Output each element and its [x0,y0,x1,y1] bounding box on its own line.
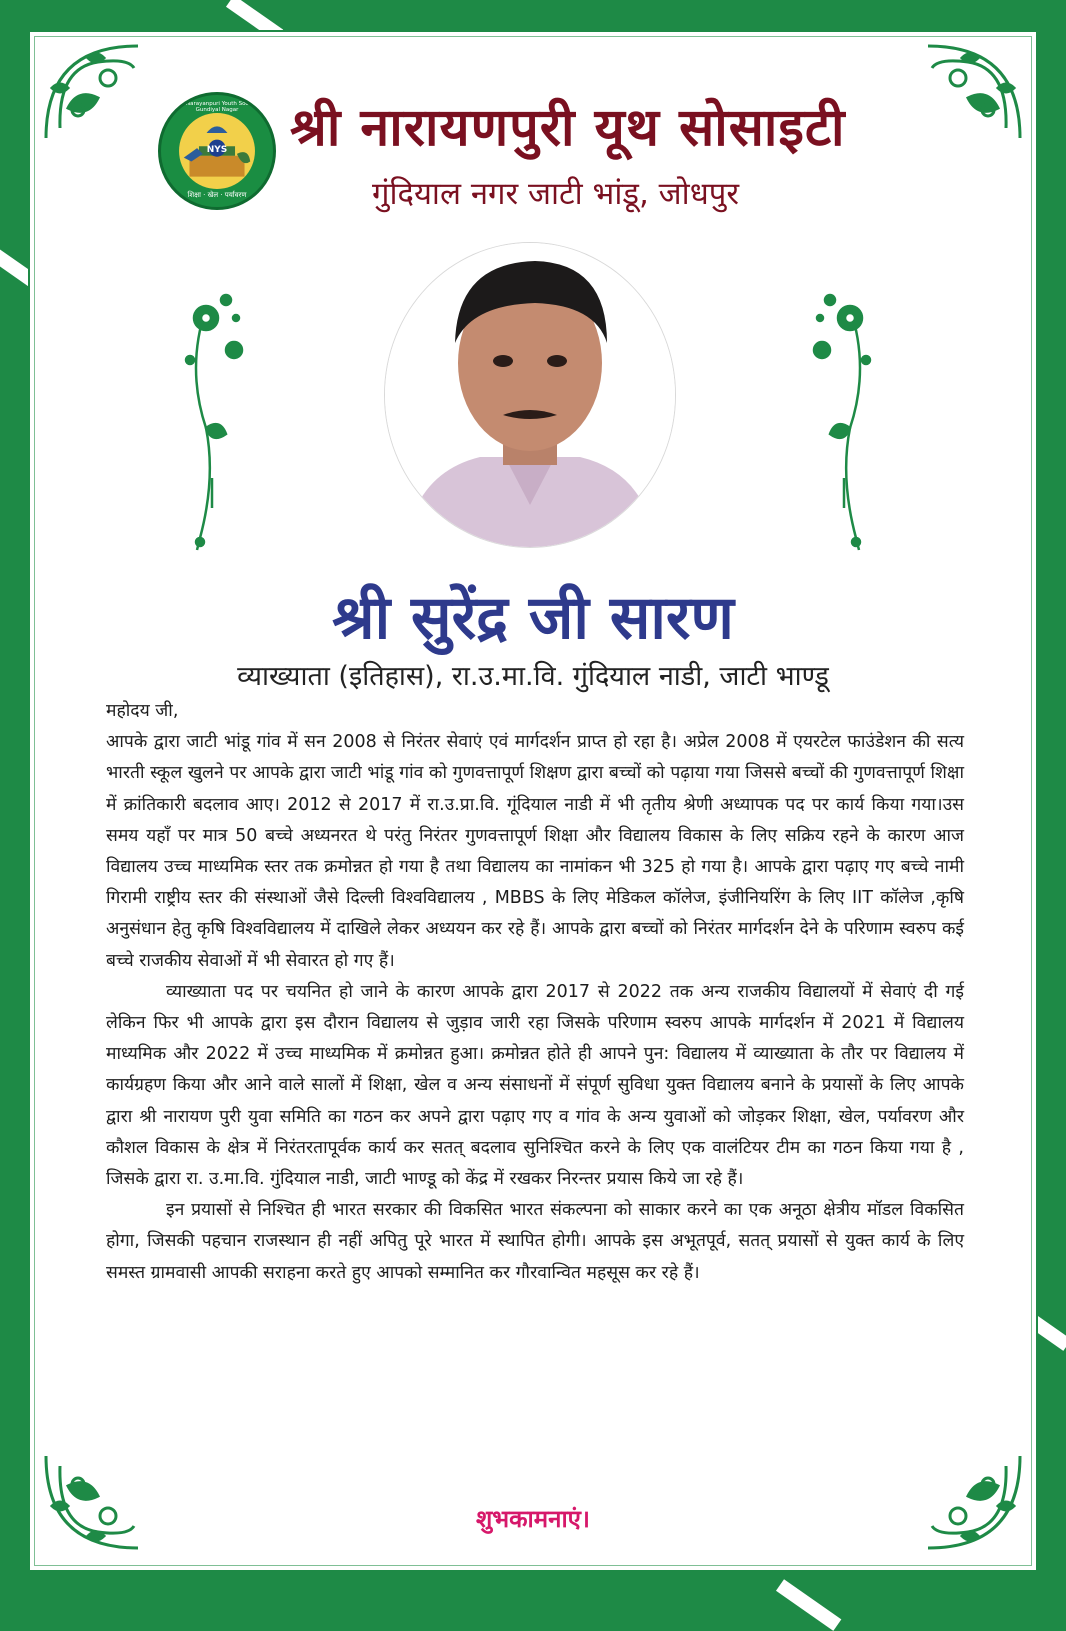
logo-ring-text: Shri Narayanpuri Youth Society, Gundiyal Nagar [173,101,261,113]
honoree-name: श्री सुरेंद्र जी सारण [332,583,734,653]
hanging-flower-ornament-right [800,288,880,553]
corner-ornament-top-right [918,38,1028,148]
letter-paragraph: इन प्रयासों से निश्चित ही भारत सरकार की विकसित भारत संकल्पना को साकार करने का एक अनूठा क्षेत्रीय मॉडल विकसित होगा, जिसकी पहचान राजस्थान ही नहीं अपितु पूरे भारत में स्थापित होगी। आपके इस अभूतपूर्व, सतत् प्रयासों से युक्त कार्य के लिए समस्त ग्रामवासी आपकी सराहना करते हुए आपको सम्मानित कर गौरवान्वित महसूस कर रहे हैं। [106,1200,964,1283]
honoree-designation: व्याख्याता (इतिहास), रा.उ.मा.वि. गुंदियाल नाडी, जाटी भाण्डू [237,661,829,692]
portrait-photo [384,242,676,548]
logo-bottom-text: शिक्षा · खेल · पर्यावरण [187,191,247,199]
corner-ornament-bottom-left [38,1446,148,1556]
felicitation-letter [106,696,964,1289]
best-wishes: शुभकामनाएं। [475,1505,591,1533]
logo-badge: NYS [206,145,228,155]
frame-stripe [776,1579,841,1631]
letter-salutation: महोदय जी, [106,701,179,721]
corner-ornament-top-left [38,38,148,148]
organization-subtitle: गुंदियाल नगर जाटी भांडू, जोधपुर [372,176,740,212]
letter-paragraph: आपके द्वारा जाटी भांडू गांव में सन 2008 से निरंतर सेवाएं एवं मार्गदर्शन प्राप्त हो रहा है। अप्रेल 2008 में एयरटेल फाउंडेशन की सत्य भारती स्कूल खुलने पर आपके द्वारा जाटी भांडू गांव को गुणवत्तापूर्ण शिक्षण द्वारा बच्चों को पढ़ाया गया जिससे बच्चों की गुणवत्तापूर्ण शिक्षा में क्रांतिकारी बदलाव आए। 2012 से 2017 में रा.उ.प्रा.वि. गूंदियाल नाडी में भी तृतीय श्रेणी अध्यापक पद पर कार्य किया गया।उस समय यहाँ पर मात्र 50 बच्चे अध्यनरत थे परंतु निरंतर गुणवत्तापूर्ण शिक्षा और विद्यालय विकास के लिए सक्रिय रहने के कारण आज विद्यालय उच्च माध्यमिक स्तर तक क्रमोन्नत हो गया है तथा विद्यालय का नामांकन भी 325 हो गया है। आपके द्वारा पढ़ाए गए बच्चे नामी गिरामी राष्ट्रीय स्तर की संस्थाओं जैसे दिल्ली विश्वविद्यालय , MBBS के लिए मेडिकल कॉलेज, इंजीनियरिंग के लिए IIT कॉलेज ,कृषि अनुसंधान हेतु कृषि विश्वविद्यालय में दाखिले लेकर अध्ययन कर रहे हैं। आपके द्वारा बच्चों को निरंतर मार्गदर्शन देने के परिणाम स्वरुप कई बच्चे राजकीय सेवाओं में भी सेवारत हो गए हैं। [106,732,964,971]
letter-paragraph: व्याख्याता पद पर चयनित हो जाने के कारण आपके द्वारा 2017 से 2022 तक अन्य राजकीय विद्यालयों में सेवाएं दी गई लेकिन फिर भी आपके द्वारा इस दौरान विद्यालय से जुड़ाव जारी रहा जिसके परिणाम स्वरुप आपके मार्गदर्शन में 2021 में विद्यालय माध्यमिक और 2022 में उच्च माध्यमिक में क्रमोन्नत हुआ। क्रमोन्नत होते ही आपने पुन: विद्यालय में व्याख्याता के तौर पर विद्यालय में कार्यग्रहण किया और आने वाले सालों में शिक्षा, खेल व अन्य संसाधनों में संपूर्ण सुविधा युक्त विद्यालय बनाने के प्रयासों के लिए आपके द्वारा श्री नारायण पुरी युवा समिति का गठन कर अपने द्वारा पढ़ाए गए व गांव के अन्य युवाओं को जोड़कर शिक्षा, खेल, पर्यावरण और कौशल विकास के क्षेत्र में निरंतरतापूर्वक कार्य कर सतत् बदलाव सुनिश्चित करने के लिए एक वालंटियर टीम का गठन किया गया है , जिसके द्वारा रा. उ.मा.वि. गुंदियाल नाडी, जाटी भाण्डू को केंद्र में रखकर निरन्तर प्रयास किये जा रहे हैं। [106,981,964,1190]
hanging-flower-ornament-left [176,288,256,553]
society-logo [158,92,276,210]
organization-title: श्री नारायणपुरी यूथ सोसाइटी [290,98,846,158]
corner-ornament-bottom-right [918,1446,1028,1556]
